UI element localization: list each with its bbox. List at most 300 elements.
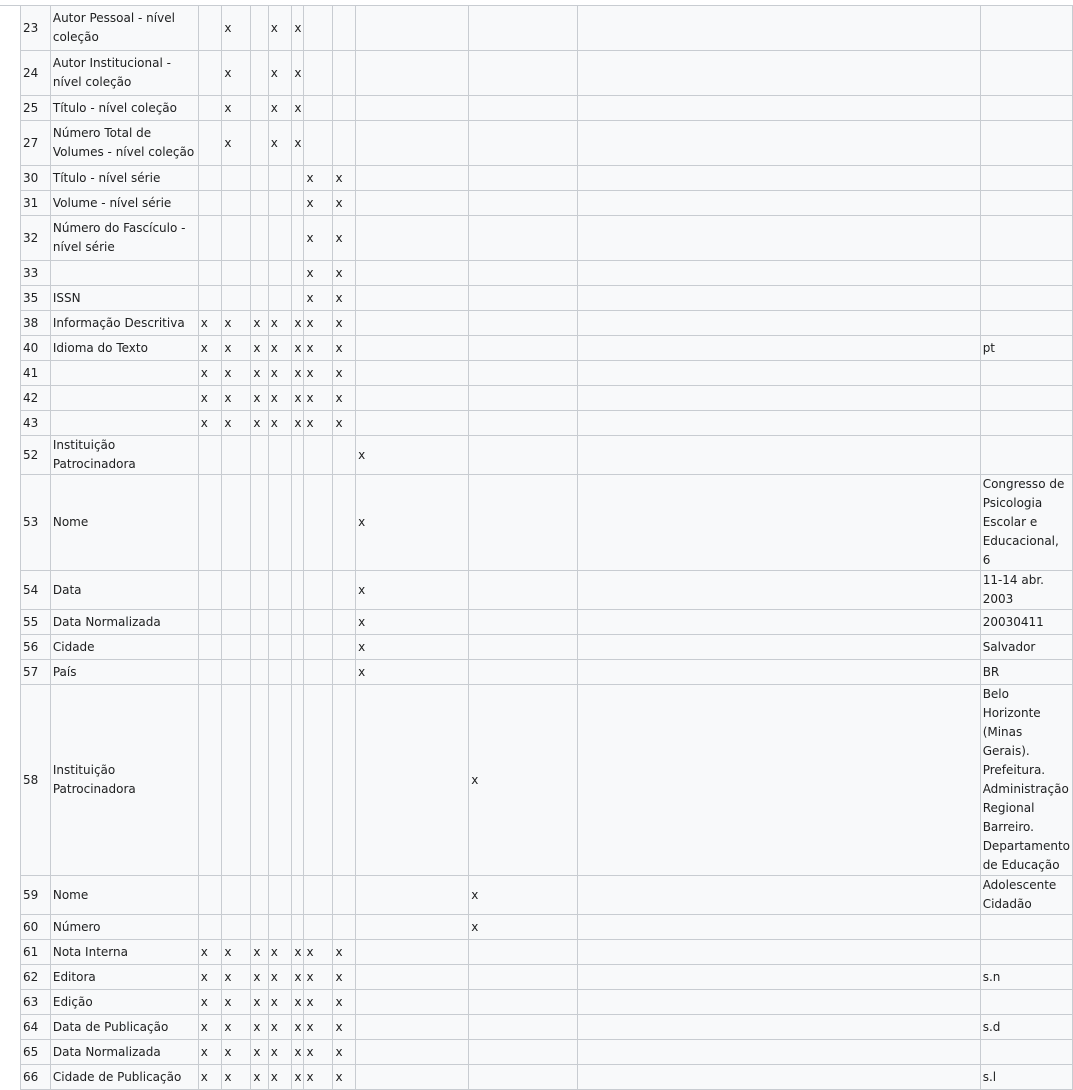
mark-cell — [577, 361, 980, 386]
mark-cell: x — [268, 965, 292, 990]
mark-cell: x — [222, 411, 251, 436]
mark-cell: x — [356, 475, 469, 571]
mark-cell — [268, 876, 292, 915]
mark-cell — [333, 571, 356, 610]
mark-cell: x — [251, 361, 268, 386]
mark-cell — [577, 411, 980, 436]
mark-cell: x — [304, 1065, 333, 1090]
mark-cell — [268, 216, 292, 261]
mark-cell — [251, 610, 268, 635]
table-row — [21, 990, 1073, 1015]
mark-cell — [469, 1040, 578, 1065]
field-number: 66 — [21, 1065, 51, 1090]
mark-cell — [577, 610, 980, 635]
mark-cell — [268, 166, 292, 191]
mark-cell: x — [469, 915, 578, 940]
mark-cell — [304, 610, 333, 635]
table-row — [21, 286, 1073, 311]
mark-cell: x — [268, 411, 292, 436]
mark-cell — [469, 940, 578, 965]
field-value: s.n — [980, 965, 1072, 990]
mark-cell — [292, 191, 304, 216]
mark-cell — [577, 990, 980, 1015]
mark-cell: x — [251, 1015, 268, 1040]
mark-cell — [577, 436, 980, 475]
table-row — [21, 685, 1073, 876]
mark-cell — [356, 940, 469, 965]
field-number: 23 — [21, 6, 51, 51]
mark-cell: x — [304, 166, 333, 191]
mark-cell — [304, 876, 333, 915]
table-row — [21, 51, 1073, 96]
mark-cell — [356, 261, 469, 286]
mark-cell — [304, 571, 333, 610]
mark-cell — [198, 876, 222, 915]
mark-cell: x — [222, 121, 251, 166]
mark-cell — [356, 336, 469, 361]
table-row — [21, 1065, 1073, 1090]
field-name: Nota Interna — [50, 940, 198, 965]
mark-cell — [469, 261, 578, 286]
mark-cell: x — [222, 1065, 251, 1090]
mark-cell — [198, 610, 222, 635]
mark-cell: x — [222, 361, 251, 386]
field-name: Autor Institucional - nível coleção — [50, 51, 198, 96]
mark-cell: x — [333, 1015, 356, 1040]
table-row — [21, 191, 1073, 216]
mark-cell — [222, 166, 251, 191]
mark-cell: x — [469, 685, 578, 876]
field-value: s.l — [980, 1065, 1072, 1090]
mark-cell: x — [333, 1040, 356, 1065]
mark-cell — [333, 51, 356, 96]
field-name: Título - nível série — [50, 166, 198, 191]
mark-cell — [304, 6, 333, 51]
mark-cell — [356, 191, 469, 216]
mark-cell — [356, 216, 469, 261]
mark-cell — [304, 51, 333, 96]
mark-cell: x — [198, 411, 222, 436]
mark-cell — [577, 336, 980, 361]
mark-cell: x — [333, 216, 356, 261]
field-value — [980, 990, 1072, 1015]
mark-cell: x — [356, 436, 469, 475]
field-name: Cidade — [50, 635, 198, 660]
table-row — [21, 610, 1073, 635]
mark-cell — [268, 191, 292, 216]
mark-cell — [356, 1015, 469, 1040]
mark-cell — [251, 685, 268, 876]
mark-cell — [251, 261, 268, 286]
mark-cell — [292, 635, 304, 660]
mark-cell — [304, 660, 333, 685]
field-value — [980, 361, 1072, 386]
mark-cell: x — [292, 6, 304, 51]
mark-cell — [251, 915, 268, 940]
table-row — [21, 96, 1073, 121]
field-number: 56 — [21, 635, 51, 660]
mark-cell: x — [292, 386, 304, 411]
mark-cell — [251, 6, 268, 51]
field-name: Número Total de Volumes - nível coleção — [50, 121, 198, 166]
table-row — [21, 386, 1073, 411]
mark-cell: x — [268, 311, 292, 336]
field-value — [980, 51, 1072, 96]
table-row — [21, 436, 1073, 475]
field-value: Salvador — [980, 635, 1072, 660]
mark-cell: x — [292, 51, 304, 96]
field-value — [980, 166, 1072, 191]
mark-cell — [333, 876, 356, 915]
field-value — [980, 261, 1072, 286]
mark-cell — [198, 436, 222, 475]
mark-cell — [356, 96, 469, 121]
mark-cell — [268, 286, 292, 311]
mark-cell — [268, 475, 292, 571]
mark-cell — [304, 475, 333, 571]
field-value: s.d — [980, 1015, 1072, 1040]
mark-cell — [356, 6, 469, 51]
field-number: 60 — [21, 915, 51, 940]
mark-cell: x — [356, 610, 469, 635]
mark-cell — [469, 286, 578, 311]
mark-cell: x — [292, 965, 304, 990]
mark-cell — [198, 6, 222, 51]
mark-cell — [198, 571, 222, 610]
field-number: 24 — [21, 51, 51, 96]
mark-cell — [292, 610, 304, 635]
mark-cell — [333, 6, 356, 51]
mark-cell — [222, 261, 251, 286]
mark-cell — [304, 121, 333, 166]
mark-cell: x — [333, 191, 356, 216]
mark-cell: x — [304, 216, 333, 261]
mark-cell — [292, 660, 304, 685]
mark-cell: x — [333, 1065, 356, 1090]
mark-cell — [292, 876, 304, 915]
mark-cell — [356, 1065, 469, 1090]
mark-cell — [356, 685, 469, 876]
field-name: Idioma do Texto — [50, 336, 198, 361]
mark-cell — [356, 1040, 469, 1065]
field-number: 54 — [21, 571, 51, 610]
mark-cell — [268, 610, 292, 635]
field-name: ISSN — [50, 286, 198, 311]
mark-cell — [198, 166, 222, 191]
mark-cell: x — [222, 990, 251, 1015]
mark-cell: x — [251, 940, 268, 965]
field-value — [980, 121, 1072, 166]
table-row — [21, 6, 1073, 51]
field-value — [980, 940, 1072, 965]
mark-cell — [356, 51, 469, 96]
field-value — [980, 1040, 1072, 1065]
mark-cell: x — [251, 965, 268, 990]
table-row — [21, 166, 1073, 191]
mark-cell — [333, 635, 356, 660]
mark-cell — [198, 635, 222, 660]
mark-cell — [469, 660, 578, 685]
mark-cell — [333, 436, 356, 475]
mark-cell — [222, 635, 251, 660]
mark-cell — [251, 876, 268, 915]
field-name: Instituição Patrocinadora — [50, 685, 198, 876]
mark-cell — [198, 216, 222, 261]
mark-cell: x — [268, 1065, 292, 1090]
field-name: Autor Pessoal - nível coleção — [50, 6, 198, 51]
mark-cell: x — [222, 1015, 251, 1040]
field-value — [980, 191, 1072, 216]
mark-cell: x — [268, 1040, 292, 1065]
mark-cell — [292, 436, 304, 475]
field-number: 52 — [21, 436, 51, 475]
mark-cell: x — [268, 990, 292, 1015]
table-row — [21, 361, 1073, 386]
mark-cell — [292, 475, 304, 571]
mark-cell — [304, 915, 333, 940]
mark-cell — [251, 121, 268, 166]
field-number: 63 — [21, 990, 51, 1015]
field-number: 42 — [21, 386, 51, 411]
field-value — [980, 436, 1072, 475]
mark-cell — [251, 660, 268, 685]
mark-cell: x — [304, 411, 333, 436]
mark-cell — [198, 121, 222, 166]
mark-cell: x — [304, 1015, 333, 1040]
mark-cell: x — [268, 336, 292, 361]
field-name: Volume - nível série — [50, 191, 198, 216]
mark-cell: x — [333, 940, 356, 965]
field-name: Editora — [50, 965, 198, 990]
mark-cell — [333, 660, 356, 685]
mark-cell — [268, 436, 292, 475]
mark-cell — [577, 51, 980, 96]
mark-cell: x — [198, 1065, 222, 1090]
mark-cell: x — [304, 191, 333, 216]
mark-cell: x — [222, 336, 251, 361]
mark-cell — [356, 166, 469, 191]
mark-cell — [222, 610, 251, 635]
mark-cell — [222, 876, 251, 915]
mark-cell — [577, 166, 980, 191]
field-value — [980, 286, 1072, 311]
mark-cell: x — [304, 386, 333, 411]
table-row — [21, 1040, 1073, 1065]
mark-cell: x — [333, 990, 356, 1015]
table-row — [21, 876, 1073, 915]
mark-cell — [469, 166, 578, 191]
mark-cell: x — [198, 386, 222, 411]
table-row — [21, 571, 1073, 610]
mark-cell: x — [198, 361, 222, 386]
mark-cell: x — [469, 876, 578, 915]
mark-cell: x — [198, 1040, 222, 1065]
mark-cell — [251, 635, 268, 660]
mark-cell — [268, 261, 292, 286]
mark-cell — [251, 96, 268, 121]
field-number: 58 — [21, 685, 51, 876]
mark-cell — [222, 685, 251, 876]
mark-cell — [469, 635, 578, 660]
mark-cell: x — [251, 336, 268, 361]
table-row — [21, 660, 1073, 685]
field-name: Nome — [50, 475, 198, 571]
mark-cell: x — [292, 1015, 304, 1040]
mark-cell: x — [222, 311, 251, 336]
field-name — [50, 361, 198, 386]
mark-cell: x — [198, 336, 222, 361]
field-value: 20030411 — [980, 610, 1072, 635]
field-name — [50, 411, 198, 436]
mark-cell: x — [304, 361, 333, 386]
field-number: 35 — [21, 286, 51, 311]
table-row — [21, 635, 1073, 660]
mark-cell — [251, 436, 268, 475]
mark-cell: x — [268, 1015, 292, 1040]
mark-cell — [251, 166, 268, 191]
mark-cell — [333, 121, 356, 166]
mark-cell — [292, 261, 304, 286]
table-row — [21, 216, 1073, 261]
mark-cell: x — [292, 940, 304, 965]
mark-cell — [469, 96, 578, 121]
field-number: 62 — [21, 965, 51, 990]
mark-cell — [577, 6, 980, 51]
mark-cell — [333, 915, 356, 940]
mark-cell — [469, 571, 578, 610]
field-number: 53 — [21, 475, 51, 571]
mark-cell: x — [198, 311, 222, 336]
mark-cell — [222, 191, 251, 216]
mark-cell: x — [304, 261, 333, 286]
mark-cell — [222, 436, 251, 475]
mark-cell — [268, 571, 292, 610]
mark-cell — [304, 685, 333, 876]
mark-cell: x — [222, 386, 251, 411]
mark-cell — [333, 475, 356, 571]
mark-cell — [469, 121, 578, 166]
table-row — [21, 261, 1073, 286]
field-value: Congresso de Psicologia Escolar e Educacional, 6 — [980, 475, 1072, 571]
field-name: País — [50, 660, 198, 685]
mark-cell — [356, 915, 469, 940]
mark-cell: x — [333, 361, 356, 386]
mark-cell — [469, 965, 578, 990]
field-value: Adolescente Cidadão — [980, 876, 1072, 915]
table-row — [21, 411, 1073, 436]
table-row — [21, 1015, 1073, 1040]
table-row — [21, 940, 1073, 965]
mark-cell — [356, 411, 469, 436]
mark-cell: x — [222, 940, 251, 965]
mark-cell — [198, 915, 222, 940]
mark-cell — [469, 1015, 578, 1040]
mark-cell — [356, 361, 469, 386]
field-number: 59 — [21, 876, 51, 915]
field-name: Informação Descritiva — [50, 311, 198, 336]
mark-cell: x — [304, 940, 333, 965]
mark-cell — [356, 876, 469, 915]
mark-cell: x — [292, 311, 304, 336]
mark-cell: x — [333, 386, 356, 411]
mark-cell — [198, 475, 222, 571]
mark-cell — [577, 191, 980, 216]
mark-cell — [577, 475, 980, 571]
mark-cell — [356, 311, 469, 336]
field-name: Data de Publicação — [50, 1015, 198, 1040]
mark-cell — [251, 286, 268, 311]
mark-cell: x — [304, 336, 333, 361]
field-value — [980, 311, 1072, 336]
mark-cell: x — [292, 336, 304, 361]
field-number: 32 — [21, 216, 51, 261]
mark-cell — [198, 96, 222, 121]
mark-cell — [577, 96, 980, 121]
field-value — [980, 216, 1072, 261]
mark-cell: x — [198, 990, 222, 1015]
mark-cell: x — [198, 940, 222, 965]
mark-cell — [292, 166, 304, 191]
field-value: 11-14 abr. 2003 — [980, 571, 1072, 610]
field-number: 55 — [21, 610, 51, 635]
mark-cell — [292, 915, 304, 940]
mark-cell — [577, 571, 980, 610]
field-number: 61 — [21, 940, 51, 965]
table-row — [21, 311, 1073, 336]
mark-cell: x — [333, 336, 356, 361]
mark-cell — [222, 286, 251, 311]
mark-cell — [251, 191, 268, 216]
mark-cell — [222, 216, 251, 261]
mark-cell: x — [268, 6, 292, 51]
field-number: 25 — [21, 96, 51, 121]
mark-cell — [577, 660, 980, 685]
field-number: 65 — [21, 1040, 51, 1065]
mark-cell: x — [333, 411, 356, 436]
mark-cell — [356, 965, 469, 990]
field-number: 57 — [21, 660, 51, 685]
mark-cell: x — [268, 940, 292, 965]
mark-cell — [577, 685, 980, 876]
field-name: Data Normalizada — [50, 610, 198, 635]
field-name: Data — [50, 571, 198, 610]
mark-cell: x — [198, 965, 222, 990]
field-value: Belo Horizonte (Minas Gerais). Prefeitura. Administração Regional Barreiro. Departamento de Educação — [980, 685, 1072, 876]
mark-cell — [469, 411, 578, 436]
mark-cell: x — [268, 96, 292, 121]
mark-cell — [292, 216, 304, 261]
mark-cell — [251, 216, 268, 261]
mark-cell — [469, 216, 578, 261]
mark-cell — [333, 685, 356, 876]
field-name: Nome — [50, 876, 198, 915]
mark-cell — [469, 361, 578, 386]
field-name: Número do Fascículo - nível série — [50, 216, 198, 261]
mark-cell: x — [198, 1015, 222, 1040]
mark-cell — [577, 965, 980, 990]
table-row — [21, 336, 1073, 361]
mark-cell: x — [292, 96, 304, 121]
mark-cell — [577, 876, 980, 915]
field-number: 64 — [21, 1015, 51, 1040]
mark-cell: x — [304, 990, 333, 1015]
field-value — [980, 915, 1072, 940]
mark-cell: x — [304, 286, 333, 311]
mark-cell: x — [292, 411, 304, 436]
mark-cell: x — [251, 1040, 268, 1065]
mark-cell — [577, 286, 980, 311]
mark-cell: x — [356, 571, 469, 610]
